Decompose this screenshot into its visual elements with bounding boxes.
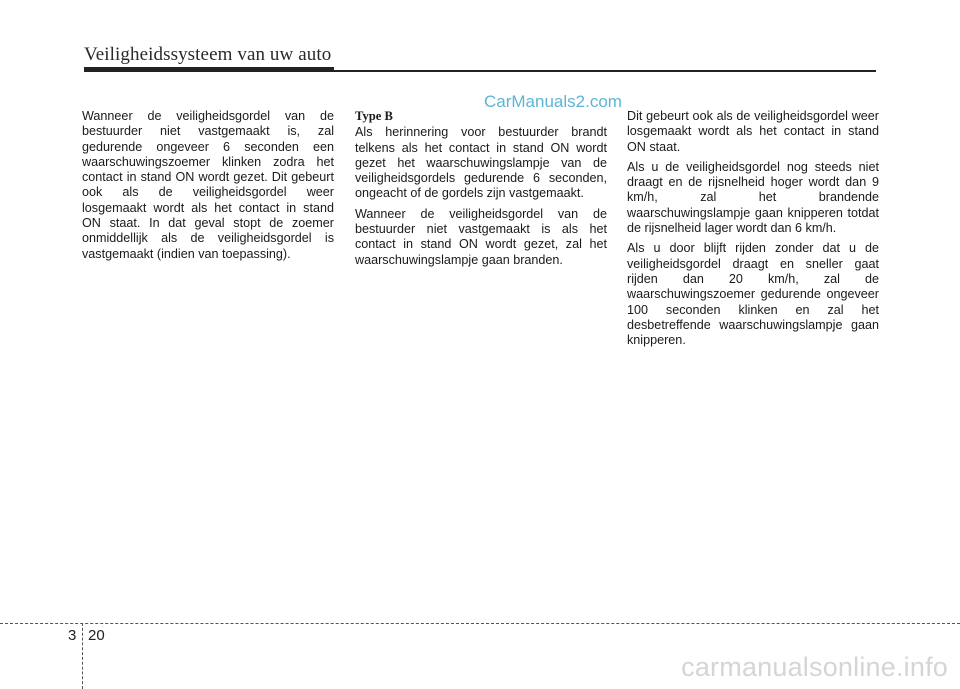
paragraph: Als herinnering voor bestuurder brandt telkens als het contact in stand ON wordt gezet het waarschuwingslampje van de veiligheidsgordels gedurende 6 seconden, ongeacht of de gordels zijn vastgemaakt. [355,125,607,201]
text-column-3 [627,109,879,353]
text-column-2 [355,109,607,273]
header-rule-thin [334,70,876,72]
watermark-bottom: carmanualsonline.info [681,652,948,682]
paragraph: Als u de veiligheidsgordel nog steeds niet draagt en de rijsnelheid hoger wordt dan 9 km/h, zal het brandende waarschuwingslampje gaan knipperen totdat de rijsnelheid lager wordt dan 6 km/h. [627,159,879,236]
chapter-number: 3 [68,627,77,644]
paragraph: Als u door blijft rijden zonder dat u de veiligheidsgordel draagt en sneller gaat rijden dan 20 km/h, zal de waarschuwingszoemer gedurende ongeveer 100 seconden klinken en zal het desbetreffende waarschuwingslampje gaan knipperen. [627,241,879,348]
paragraph: Wanneer de veiligheidsgordel van de bestuurder niet vastgemaakt is, zal gedurende ongeveer 6 seconden een waarschuwingszoemer klinken zodra het contact in stand ON wordt gezet. Dit gebeurt ook als de veiligheidsgordel weer losgemaakt wordt als het contact in stand ON staat. In dat geval stopt de zoemer onmiddellijk als de veiligheidsgordel is vastgemaakt (indien van toepassing). [82,109,334,261]
paragraph: Dit gebeurt ook als de veiligheidsgordel weer losgemaakt wordt als het contact in stand ON staat. [627,109,879,154]
footer-vertical-divider [82,623,83,689]
subheading-type-b: Type B [355,109,393,123]
text-column-1 [82,109,334,267]
header-rule-thick [84,67,334,72]
watermark-top: CarManuals2.com [484,92,622,111]
page-number: 20 [88,627,105,644]
paragraph: Wanneer de veiligheidsgordel van de bestuurder niet vastgemaakt is als het contact in stand ON wordt gezet, zal het waarschuwingslampje gaan branden. [355,206,607,267]
footer-divider [0,623,960,624]
page-title: Veiligheidssysteem van uw auto [84,44,332,65]
